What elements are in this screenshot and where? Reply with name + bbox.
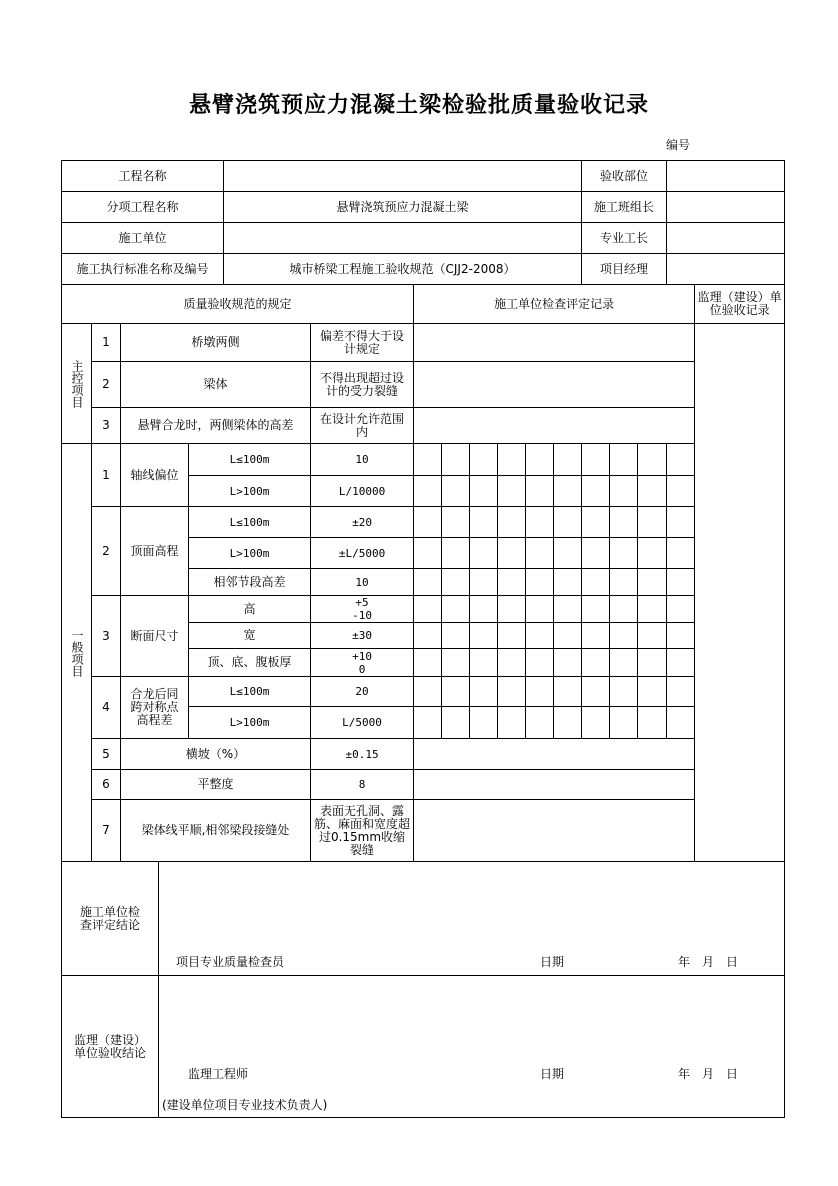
measurement-cell[interactable] [582, 677, 610, 707]
item-tolerance: L/5000 [311, 707, 414, 739]
measurement-cell[interactable] [414, 677, 442, 707]
measurement-cell[interactable] [638, 476, 667, 507]
measurement-cell[interactable] [610, 507, 638, 538]
item-no: 3 [92, 408, 121, 444]
measurement-cell[interactable] [554, 649, 582, 677]
sub-project-label: 分项工程名称 [62, 192, 224, 223]
main-section-label: 主控项目 [62, 324, 92, 444]
page-title: 悬臂浇筑预应力混凝土梁检验批质量验收记录 [188, 93, 649, 118]
measurement-cell[interactable] [582, 596, 610, 623]
item-condition: L>100m [189, 538, 311, 569]
measurement-cell[interactable] [470, 596, 498, 623]
measurement-cell[interactable] [667, 623, 695, 649]
measurement-cell[interactable] [442, 649, 470, 677]
measurement-cell[interactable] [638, 444, 667, 476]
team-leader-label: 施工班组长 [582, 192, 667, 223]
table-row [62, 739, 785, 770]
item-condition: 宽 [189, 623, 311, 649]
item-name: 顶面高程 [121, 507, 189, 596]
item-no: 2 [92, 362, 121, 408]
item-no: 1 [92, 324, 121, 362]
item-condition: L>100m [189, 707, 311, 739]
item-condition: L>100m [189, 476, 311, 507]
item-no: 1 [92, 444, 121, 507]
measurement-cell[interactable] [526, 538, 554, 569]
measurement-cell[interactable] [554, 596, 582, 623]
measurement-cell[interactable] [582, 538, 610, 569]
measurement-cell[interactable] [470, 677, 498, 707]
measurement-cell[interactable] [414, 507, 442, 538]
measurement-cell[interactable] [498, 707, 526, 739]
measurement-cell[interactable] [526, 507, 554, 538]
item-tolerance: 8 [311, 770, 414, 800]
measurement-cell[interactable] [414, 444, 442, 476]
table-row [62, 444, 785, 476]
item-no: 5 [92, 739, 121, 770]
measurement-cell[interactable] [554, 569, 582, 596]
measurement-cell[interactable] [414, 623, 442, 649]
measurement-cell[interactable] [414, 649, 442, 677]
measurement-cell[interactable] [638, 707, 667, 739]
measurement-cell[interactable] [667, 596, 695, 623]
item-no: 4 [92, 677, 121, 739]
measurement-cell[interactable] [582, 569, 610, 596]
measurement-cell[interactable] [526, 569, 554, 596]
check-record-cell[interactable] [414, 739, 695, 770]
spec-column-header: 质量验收规范的规定 [62, 285, 414, 324]
acceptance-part-label: 验收部位 [582, 161, 667, 192]
item-name: 轴线偏位 [121, 444, 189, 507]
measurement-cell[interactable] [414, 707, 442, 739]
measurement-cell[interactable] [414, 596, 442, 623]
check-record-cell[interactable] [414, 362, 695, 408]
foreman-label: 专业工长 [582, 223, 667, 254]
inspector-label: 项目专业质量检查员 [176, 955, 285, 969]
measurement-cell[interactable] [610, 538, 638, 569]
measurement-cell[interactable] [667, 649, 695, 677]
item-tolerance: L/10000 [311, 476, 414, 507]
measurement-cell[interactable] [498, 649, 526, 677]
measurement-cell[interactable] [610, 623, 638, 649]
measurement-cell[interactable] [470, 476, 498, 507]
measurement-cell[interactable] [498, 538, 526, 569]
item-tolerance: ±0.15 [311, 739, 414, 770]
general-section-label: 一般项目 [62, 444, 92, 862]
measurement-cell[interactable] [498, 623, 526, 649]
measurement-cell[interactable] [414, 538, 442, 569]
foreman-field[interactable] [667, 223, 785, 254]
check-record-cell[interactable] [414, 770, 695, 800]
measurement-cell[interactable] [638, 596, 667, 623]
measurement-cell[interactable] [667, 538, 695, 569]
sub-project-field[interactable]: 悬臂浇筑预应力混凝土梁 [224, 192, 582, 223]
ymd-label: 年 月 日 [678, 955, 739, 969]
table-row [62, 362, 785, 408]
measurement-cell[interactable] [610, 476, 638, 507]
item-no: 6 [92, 770, 121, 800]
check-column-header: 施工单位检查评定记录 [414, 285, 695, 324]
inspection-table [61, 284, 785, 862]
standard-label: 施工执行标准名称及编号 [62, 254, 224, 285]
item-condition: L≤100m [189, 444, 311, 476]
supervisor-conclusion-label: 监理（建设）单位验收结论 [62, 976, 159, 1118]
measurement-cell[interactable] [442, 707, 470, 739]
item-tolerance: +5 -10 [311, 596, 414, 623]
standard-field[interactable]: 城市桥梁工程施工验收规范（CJJ2-2008） [224, 254, 582, 285]
item-condition: 相邻节段高差 [189, 569, 311, 596]
table-row [62, 800, 785, 862]
measurement-cell[interactable] [442, 569, 470, 596]
item-no: 2 [92, 507, 121, 596]
measurement-cell[interactable] [638, 677, 667, 707]
measurement-cell[interactable] [554, 623, 582, 649]
manager-field[interactable] [667, 254, 785, 285]
measurement-cell[interactable] [667, 707, 695, 739]
item-condition: L≤100m [189, 677, 311, 707]
manager-label: 项目经理 [582, 254, 667, 285]
measurement-cell[interactable] [526, 623, 554, 649]
item-tolerance: 10 [311, 444, 414, 476]
item-name: 断面尺寸 [121, 596, 189, 677]
measurement-cell[interactable] [610, 596, 638, 623]
measurement-cell[interactable] [442, 507, 470, 538]
measurement-cell[interactable] [638, 649, 667, 677]
measurement-cell[interactable] [582, 623, 610, 649]
measurement-cell[interactable] [498, 677, 526, 707]
measurement-cell[interactable] [442, 476, 470, 507]
item-requirement: 不得出现超过设计的受力裂缝 [311, 362, 414, 408]
measurement-cell[interactable] [610, 677, 638, 707]
item-name: 横坡（%） [121, 739, 311, 770]
measurement-cell[interactable] [470, 623, 498, 649]
measurement-cell[interactable] [498, 569, 526, 596]
measurement-cell[interactable] [442, 677, 470, 707]
item-name: 悬臂合龙时，两侧梁体的高差 [121, 408, 311, 444]
item-name: 平整度 [121, 770, 311, 800]
item-tolerance: ±L/5000 [311, 538, 414, 569]
table-row [62, 408, 785, 444]
item-condition: 顶、底、腹板厚 [189, 649, 311, 677]
measurement-cell[interactable] [667, 444, 695, 476]
measurement-cell[interactable] [582, 649, 610, 677]
project-name-label: 工程名称 [62, 161, 224, 192]
measurement-cell[interactable] [470, 538, 498, 569]
measurement-cell[interactable] [442, 596, 470, 623]
item-condition: 高 [189, 596, 311, 623]
measurement-cell[interactable] [554, 538, 582, 569]
measurement-cell[interactable] [638, 507, 667, 538]
measurement-cell[interactable] [638, 569, 667, 596]
measurement-cell[interactable] [498, 444, 526, 476]
measurement-cell[interactable] [554, 507, 582, 538]
item-requirement: 偏差不得大于设计规定 [311, 324, 414, 362]
measurement-cell[interactable] [638, 538, 667, 569]
code-label: 编号 [666, 138, 691, 152]
table-row [62, 596, 785, 623]
measurement-cell[interactable] [582, 444, 610, 476]
contractor-conclusion-label: 施工单位检查评定结论 [62, 862, 159, 976]
measurement-cell[interactable] [442, 444, 470, 476]
ymd-label-2: 年 月 日 [678, 1067, 739, 1081]
measurement-cell[interactable] [498, 476, 526, 507]
measurement-cell[interactable] [638, 623, 667, 649]
measurement-cell[interactable] [554, 476, 582, 507]
measurement-cell[interactable] [582, 707, 610, 739]
item-tolerance: 20 [311, 677, 414, 707]
date-label: 日期 [540, 955, 565, 969]
measurement-cell[interactable] [667, 569, 695, 596]
measurement-cell[interactable] [470, 569, 498, 596]
item-tolerance: 10 [311, 569, 414, 596]
measurement-cell[interactable] [554, 444, 582, 476]
check-record-cell[interactable] [414, 324, 695, 362]
item-no: 3 [92, 596, 121, 677]
measurement-cell[interactable] [667, 507, 695, 538]
item-tolerance: +10 0 [311, 649, 414, 677]
measurement-cell[interactable] [414, 476, 442, 507]
item-no: 7 [92, 800, 121, 862]
engineer-label: 监理工程师 [188, 1067, 249, 1081]
measurement-cell[interactable] [498, 507, 526, 538]
measurement-cell[interactable] [610, 649, 638, 677]
measurement-cell[interactable] [526, 707, 554, 739]
measurement-cell[interactable] [442, 538, 470, 569]
item-name: 梁体线平顺,相邻梁段接缝处 [121, 800, 311, 862]
measurement-cell[interactable] [582, 476, 610, 507]
measurement-cell[interactable] [667, 476, 695, 507]
measurement-cell[interactable] [554, 677, 582, 707]
conclusion-table [61, 861, 785, 1118]
contractor-label: 施工单位 [62, 223, 224, 254]
measurement-cell[interactable] [414, 569, 442, 596]
team-leader-field[interactable] [667, 192, 785, 223]
check-record-cell[interactable] [414, 800, 695, 862]
item-name: 合龙后同跨对称点高程差 [121, 677, 189, 739]
measurement-cell[interactable] [610, 707, 638, 739]
item-name: 桥墩两侧 [121, 324, 311, 362]
item-tolerance: 表面无孔洞、露筋、麻面和宽度超过0.15mm收缩裂缝 [311, 800, 414, 862]
supervisor-record-cell[interactable] [695, 324, 785, 862]
measurement-cell[interactable] [526, 444, 554, 476]
measurement-cell[interactable] [610, 444, 638, 476]
measurement-cell[interactable] [554, 707, 582, 739]
measurement-cell[interactable] [667, 677, 695, 707]
measurement-cell[interactable] [470, 507, 498, 538]
project-name-field[interactable] [224, 161, 582, 192]
item-tolerance: ±20 [311, 507, 414, 538]
supervisor-column-header: 监理（建设）单位验收记录 [695, 285, 785, 324]
item-requirement: 在设计允许范围内 [311, 408, 414, 444]
measurement-cell[interactable] [470, 707, 498, 739]
measurement-cell[interactable] [470, 649, 498, 677]
table-row [62, 770, 785, 800]
table-row [62, 324, 785, 362]
item-tolerance: ±30 [311, 623, 414, 649]
owner-note: (建设单位项目专业技术负责人) [162, 1098, 328, 1112]
measurement-cell[interactable] [526, 677, 554, 707]
header-table [61, 160, 785, 285]
contractor-field[interactable] [224, 223, 582, 254]
table-row [62, 677, 785, 707]
measurement-cell[interactable] [610, 569, 638, 596]
table-row [62, 507, 785, 538]
item-condition: L≤100m [189, 507, 311, 538]
measurement-cell[interactable] [526, 596, 554, 623]
item-name: 梁体 [121, 362, 311, 408]
measurement-cell[interactable] [470, 444, 498, 476]
measurement-cell[interactable] [582, 507, 610, 538]
measurement-cell[interactable] [498, 596, 526, 623]
acceptance-part-field[interactable] [667, 161, 785, 192]
measurement-cell[interactable] [526, 649, 554, 677]
check-record-cell[interactable] [414, 408, 695, 444]
measurement-cell[interactable] [526, 476, 554, 507]
measurement-cell[interactable] [442, 623, 470, 649]
date-label-2: 日期 [540, 1067, 565, 1081]
